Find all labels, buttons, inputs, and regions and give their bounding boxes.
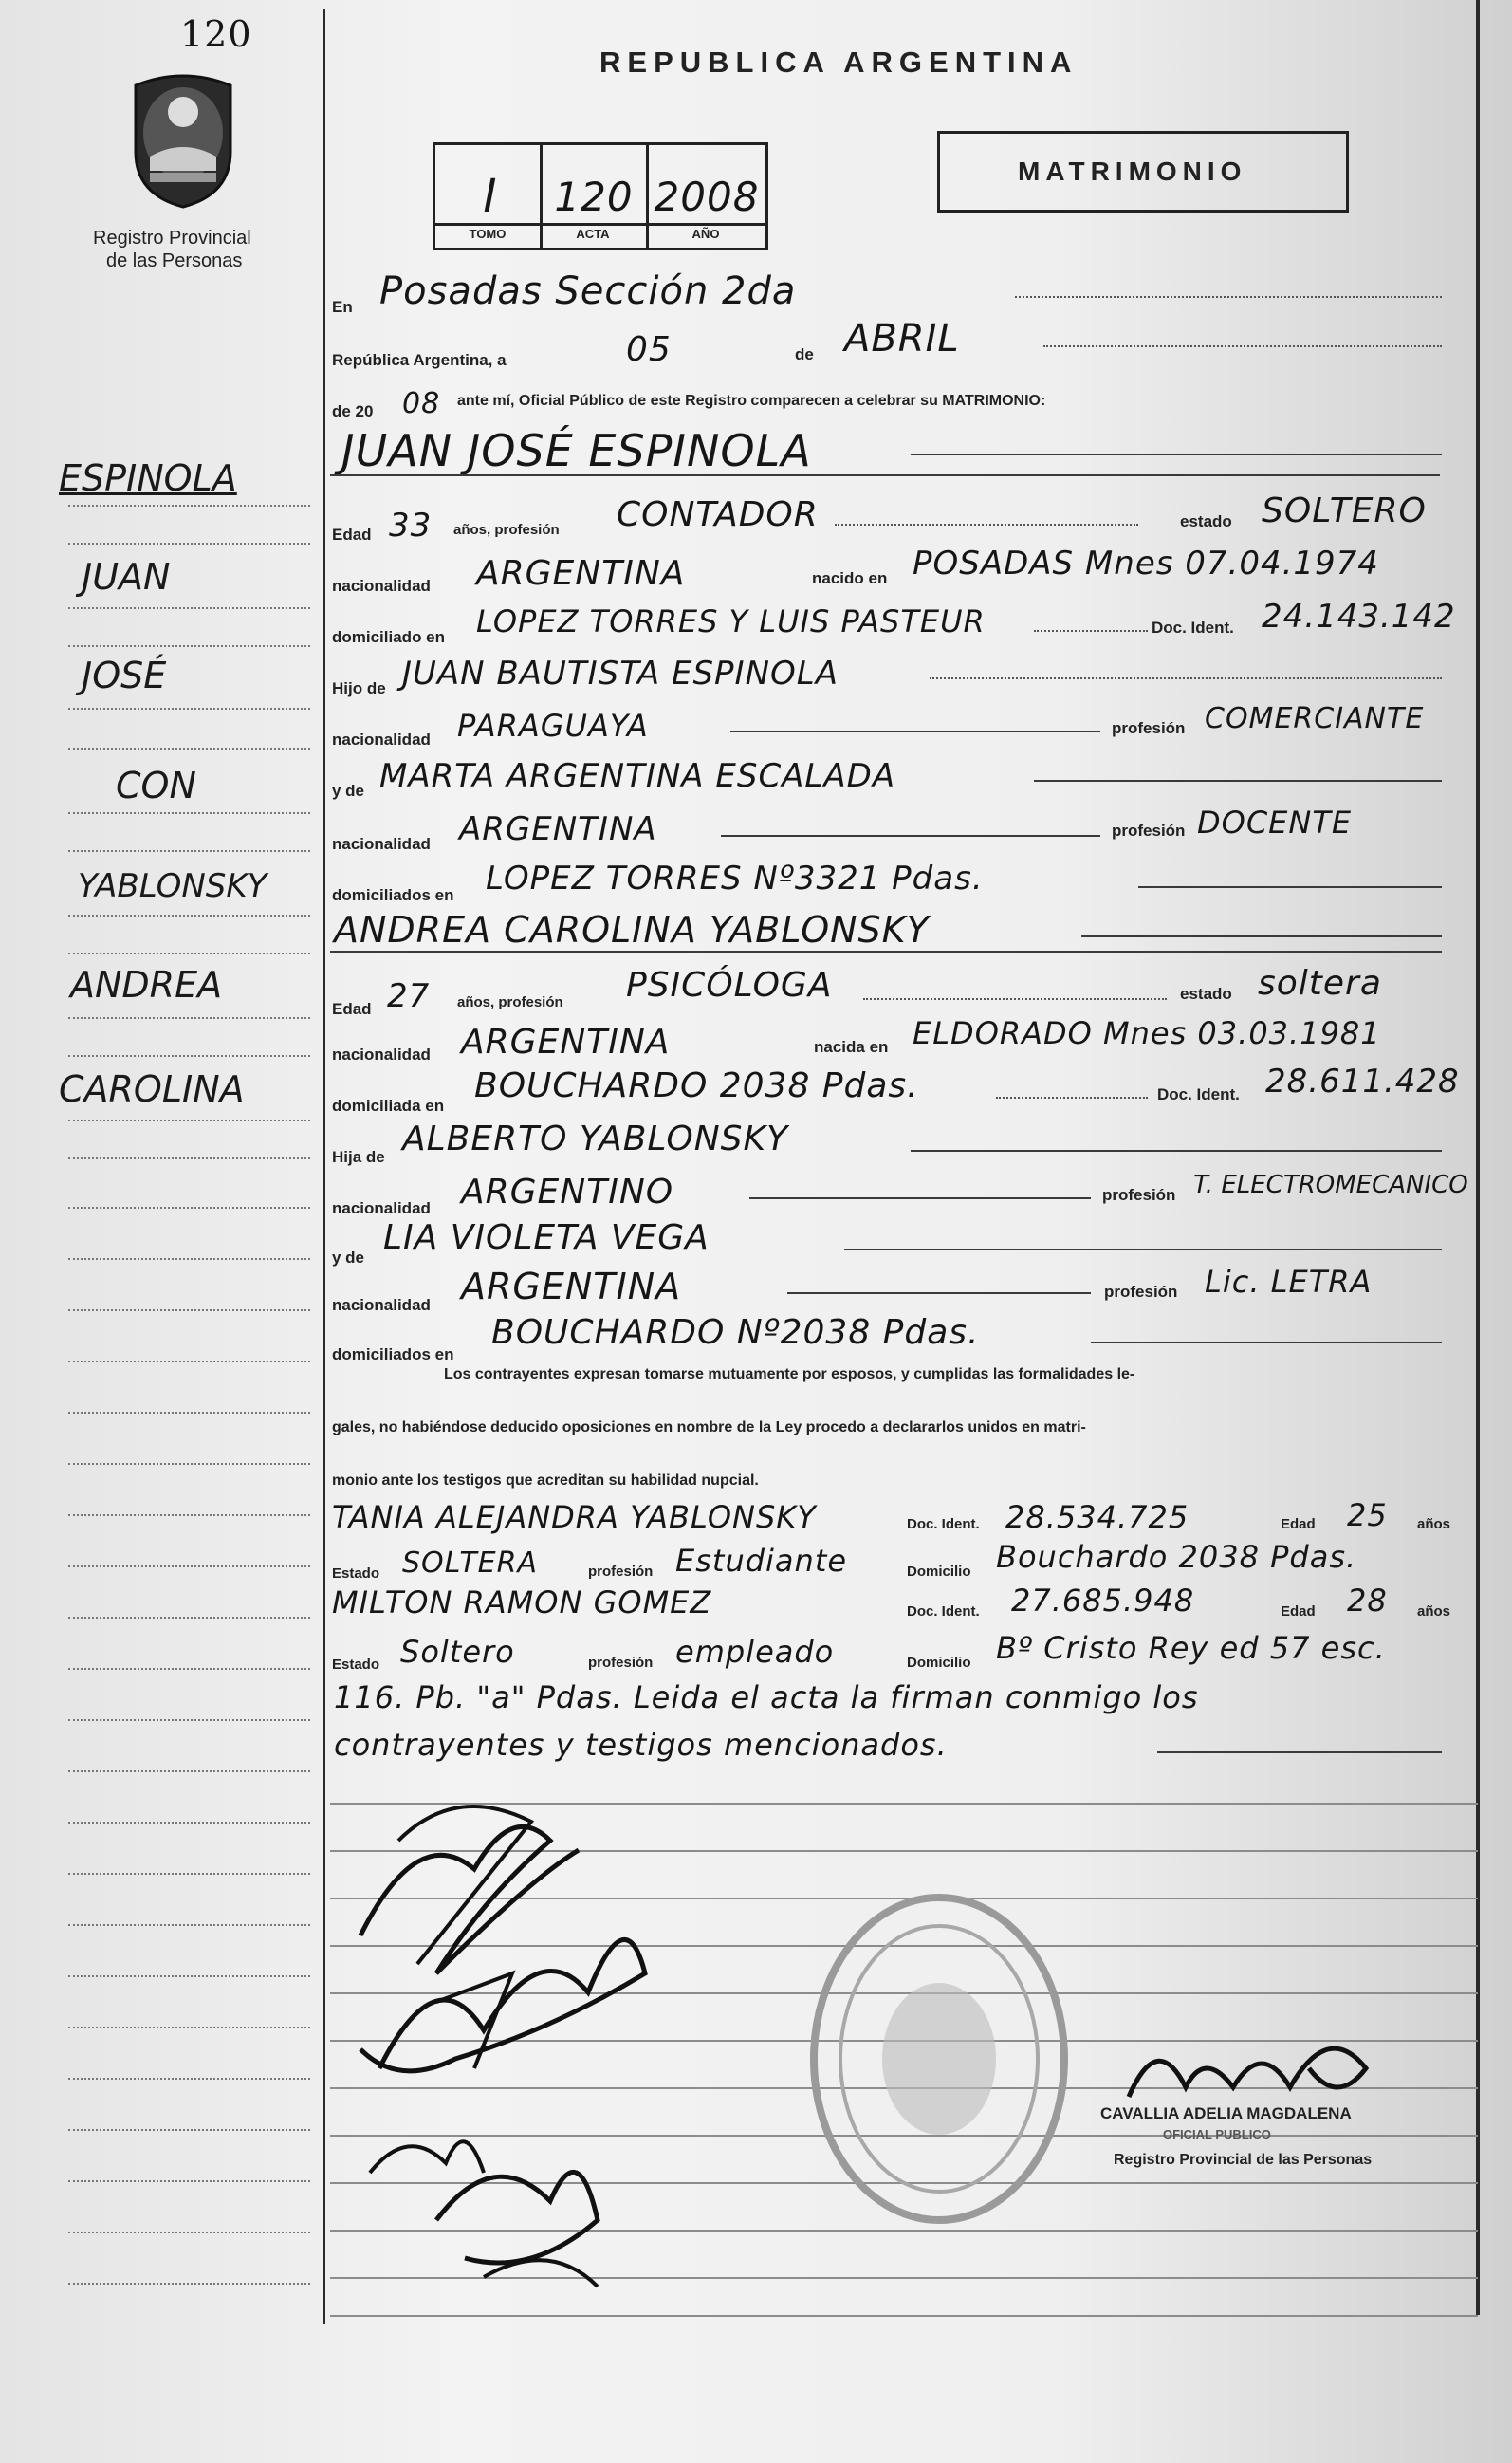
witness1-address: Bouchardo 2038 Pdas. [996,1539,1357,1575]
groom-estado-label: estado [1180,512,1232,530]
day: 05 [626,330,672,369]
republica-label: República Argentina, a [332,351,507,369]
bride-mother-nationality: ARGENTINA [461,1266,682,1307]
groom-age: 33 [389,507,433,545]
bride-doc: 28.611.428 [1265,1063,1460,1101]
groom-father-nat-label: nacionalidad [332,731,431,749]
declaration-line2: gales, no habiéndose deducido oposiciones en nombre de la Ley procedo a declararlos unidos en matri- [332,1419,1086,1435]
groom-address: LOPEZ TORRES Y LUIS PASTEUR [476,603,986,639]
groom-doc-label: Doc. Ident. [1152,619,1234,637]
month: ABRIL [844,317,960,361]
page-number: 120 [180,13,252,55]
bride-profession: PSICÓLOGA [626,966,833,1005]
bride-nat-label: nacionalidad [332,1046,431,1064]
bride-parents-address: BOUCHARDO Nº2038 Pdas. [491,1313,980,1352]
groom-profession: CONTADOR [617,495,819,534]
witness1-estado-label: Estado [332,1565,380,1582]
groom-doc: 24.143.142 [1262,598,1456,636]
record-type-box [937,131,1349,213]
witness2-domicilio-label: Domicilio [907,1655,971,1671]
witness1-name: TANIA ALEJANDRA YABLONSKY [332,1499,817,1535]
bride-nacida-label: nacida en [814,1038,889,1056]
margin-name-4: CON [116,765,196,806]
signatures-scribble [341,1784,702,2315]
bride-estado-label: estado [1180,985,1232,1003]
witness1-edad-label: Edad [1281,1516,1316,1532]
witness1-doc-label: Doc. Ident. [907,1516,980,1532]
witness1-prof-label: profesión [588,1564,654,1580]
right-border [1476,0,1480,2315]
witness2-estado: Soltero [400,1634,515,1670]
witness1-profession: Estudiante [675,1543,848,1579]
bride-father-nationality: ARGENTINO [461,1173,674,1212]
bride-father-profession: T. ELECTROMECANICO [1193,1171,1468,1199]
official-stamp-icon [806,1888,1072,2230]
groom-father-profession: COMERCIANTE [1205,702,1425,735]
intro-statement: ante mí, Oficial Público de este Registro comparecen a celebrar su MATRIMONIO: [457,393,1046,409]
groom-name: JUAN JOSÉ ESPINOLA [341,425,812,476]
groom-anos-profesion-label: años, profesión [453,522,560,538]
witness2-address: Bº Cristo Rey ed 57 esc. [996,1630,1386,1666]
witness2-name: MILTON RAMON GOMEZ [332,1584,712,1620]
witness1-anos-label: años [1417,1516,1451,1532]
bride-yde-label: y de [332,1249,365,1267]
bride-hija-label: Hija de [332,1148,385,1166]
groom-birth: POSADAS Mnes 07.04.1974 [913,545,1379,583]
closing-line2: contrayentes y testigos mencionados. [334,1727,948,1763]
province-seal-icon [121,66,245,209]
bride-father-nat-label: nacionalidad [332,1199,431,1217]
bride-dom-label: domiciliada en [332,1097,445,1115]
groom-dom-label: domiciliado en [332,628,446,646]
record-type: MATRIMONIO [1018,157,1247,186]
acta-value: 120 [554,174,634,220]
groom-parents-dom-label: domiciliados en [332,886,454,904]
groom-nationality: ARGENTINA [476,554,686,593]
declaration-line3: monio ante los testigos que acreditan su habilidad nupcial. [332,1472,759,1489]
groom-estado: SOLTERO [1262,491,1427,530]
en-label: En [332,298,353,316]
bride-age: 27 [387,977,431,1015]
bride-mother-profession: Lic. LETRA [1205,1264,1373,1300]
witness2-estado-label: Estado [332,1657,380,1673]
bride-mother-prof-label: profesión [1104,1283,1178,1301]
place: Posadas Sección 2da [379,269,797,313]
witness2-anos-label: años [1417,1603,1451,1620]
groom-hijo-label: Hijo de [332,679,386,697]
witness2-age: 28 [1347,1583,1388,1619]
witness1-estado: SOLTERA [402,1546,538,1580]
registry-line2: de las Personas [106,250,243,271]
witness1-age: 25 [1347,1497,1388,1533]
country-title: REPUBLICA ARGENTINA [599,46,1079,79]
groom-mother: MARTA ARGENTINA ESCALADA [379,757,896,795]
anio-label: AÑO [691,227,720,241]
groom-mother-profession: DOCENTE [1197,805,1353,841]
groom-nacido-label: nacido en [812,569,888,587]
bride-nationality: ARGENTINA [461,1023,671,1062]
anio-value: 2008 [654,174,760,220]
margin-name-3: JOSÉ [82,655,167,696]
witness2-prof-label: profesión [588,1655,654,1671]
record-number-box [433,142,768,250]
groom-nat-label: nacionalidad [332,577,431,595]
bride-address: BOUCHARDO 2038 Pdas. [474,1066,919,1105]
official-registry: Registro Provincial de las Personas [1114,2152,1373,2168]
groom-yde-label: y de [332,782,365,800]
groom-mother-nat-label: nacionalidad [332,835,431,853]
bride-estado: soltera [1258,964,1382,1003]
bride-anos-profesion-label: años, profesión [457,994,563,1010]
left-margin-border [323,9,325,2324]
groom-father-prof-label: profesión [1112,719,1186,737]
witness1-doc: 28.534.725 [1005,1499,1189,1535]
declaration-line1: Los contrayentes expresan tomarse mutuamente por esposos, y cumplidas las formalidades le- [444,1366,1135,1382]
groom-parents-address: LOPEZ TORRES Nº3321 Pdas. [486,860,984,898]
bride-edad-label: Edad [332,1000,372,1018]
bride-name: ANDREA CAROLINA YABLONSKY [334,909,930,951]
year-prefix: de 20 [332,402,374,420]
year-suffix: 08 [402,387,441,420]
tomo-value: I [483,170,498,223]
margin-name-7: CAROLINA [59,1068,245,1110]
acta-label: ACTA [576,227,610,241]
bride-parents-dom-label: domiciliados en [332,1345,454,1363]
witness2-profession: empleado [675,1634,835,1670]
witness2-doc: 27.685.948 [1011,1583,1195,1619]
bride-father: ALBERTO YABLONSKY [402,1120,789,1158]
official-name: CAVALLIA ADELIA MAGDALENA [1100,2104,1352,2122]
margin-name-1: ESPINOLA [59,457,237,499]
bride-birth: ELDORADO Mnes 03.03.1981 [913,1015,1381,1051]
margin-name-5: YABLONSKY [78,867,267,905]
margin-name-2: JUAN [82,556,171,598]
witness1-domicilio-label: Domicilio [907,1564,971,1580]
tomo-label: TOMO [469,227,507,241]
bride-doc-label: Doc. Ident. [1157,1085,1240,1103]
bride-mother: LIA VIOLETA VEGA [383,1218,710,1257]
witness2-edad-label: Edad [1281,1603,1316,1620]
registry-line1: Registro Provincial [93,228,251,249]
groom-mother-prof-label: profesión [1112,822,1186,840]
bride-father-prof-label: profesión [1102,1186,1176,1204]
groom-mother-nationality: ARGENTINA [459,810,657,848]
groom-edad-label: Edad [332,526,372,544]
groom-father-nationality: PARAGUAYA [457,708,649,744]
margin-name-6: ANDREA [70,964,223,1006]
groom-father: JUAN BAUTISTA ESPINOLA [402,655,839,693]
bride-mother-nat-label: nacionalidad [332,1296,431,1314]
de-label: de [795,345,814,363]
official-title: OFICIAL PUBLICO [1163,2127,1271,2141]
closing-line1: 116. Pb. "a" Pdas. Leida el acta la firman conmigo los [334,1679,1199,1715]
witness2-doc-label: Doc. Ident. [907,1603,980,1620]
